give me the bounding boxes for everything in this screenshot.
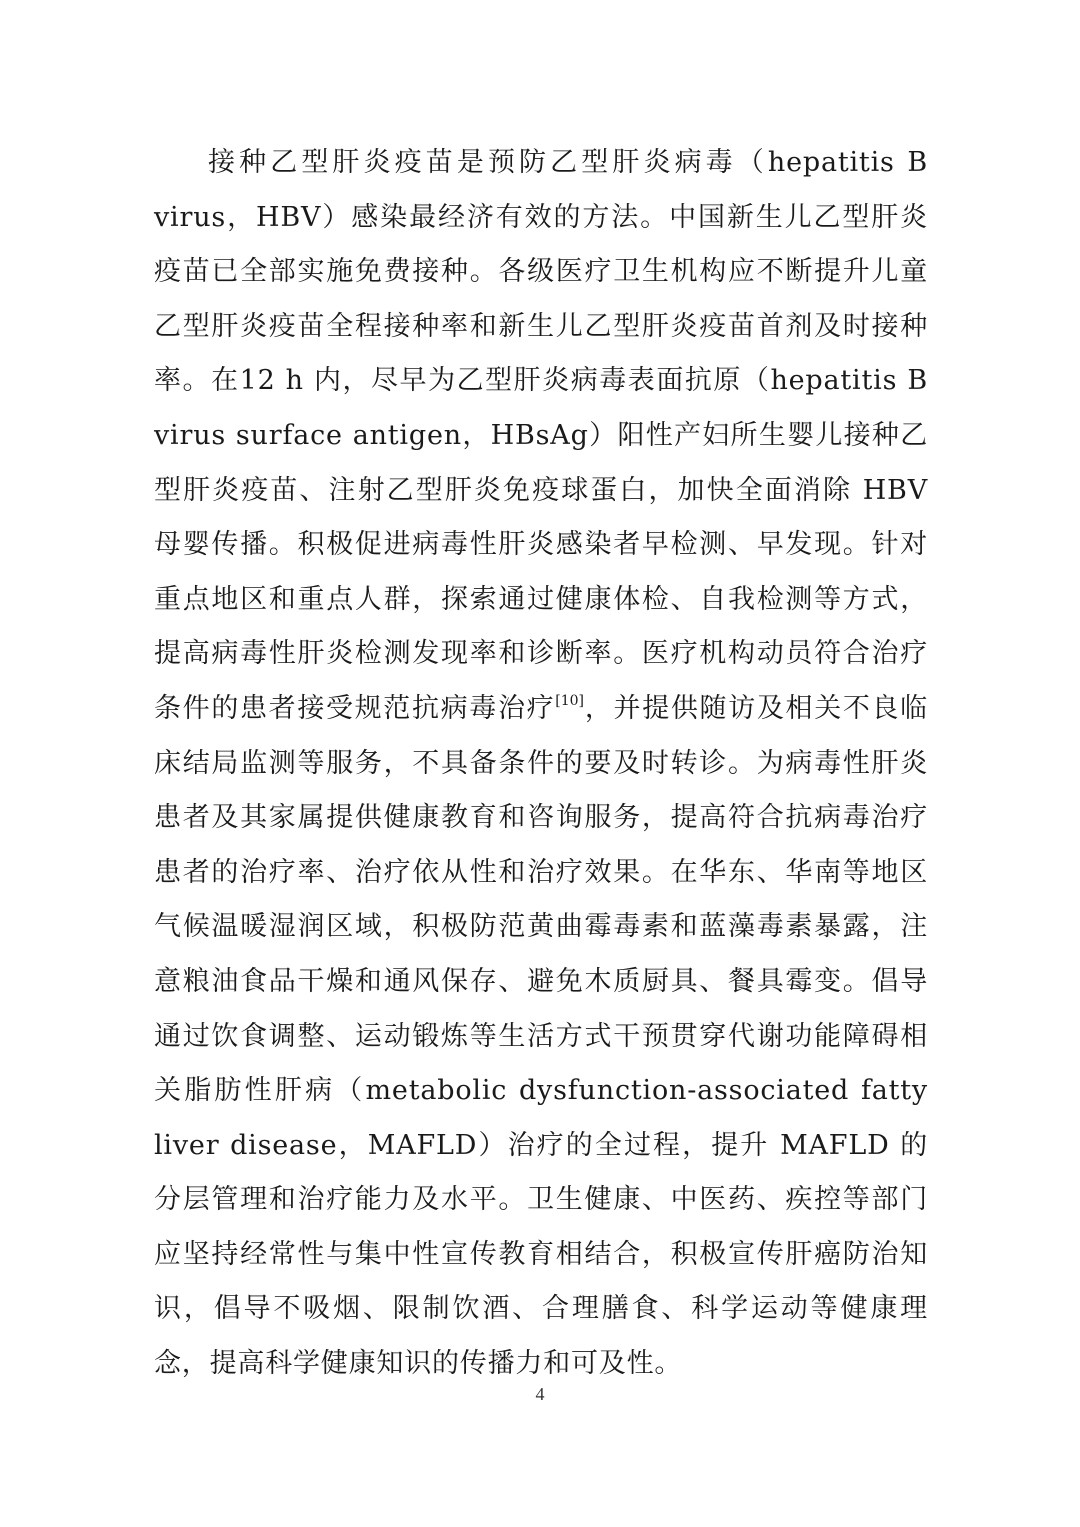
paragraph-text-part-1: 接种乙型肝炎疫苗是预防乙型肝炎病毒（hepatitis B virus，HBV）感染最经济有效的方法。中国新生儿乙型肝炎疫苗已全部实施免费接种。各级医疗卫生机构应不断提升儿童乙型肝炎疫苗全程接种率和新生儿乙型肝炎疫苗首剂及时接种率。在12 h 内，尽早为乙型肝炎病毒表面抗原（hepatitis B virus surface antigen，HBsAg）阳性产妇所生婴儿接种乙型肝炎疫苗、注射乙型肝炎免疫球蛋白，加快全面消除 HBV 母婴传播。积极促进病毒性肝炎感染者早检测、早发现。针对重点地区和重点人群，探索通过健康体检、自我检测等方式，提高病毒性肝炎检测发现率和诊断率。医疗机构动员符合治疗条件的患者接受规范抗病毒治疗 — [154, 147, 928, 724]
paragraph-text-part-2: ，并提供随访及相关不良临床结局监测等服务，不具备条件的要及时转诊。为病毒性肝炎患者及其家属提供健康教育和咨询服务，提高符合抗病毒治疗患者的治疗率、治疗依从性和治疗效果。在华东、华南等地区气候温暖湿润区域，积极防范黄曲霉毒素和蓝藻毒素暴露，注意粮油食品干燥和通风保存、避免木质厨具、餐具霉变。倡导通过饮食调整、运动锻炼等生活方式干预贯穿代谢功能障碍相关脂肪性肝病（metabolic dysfunction-associated fatty liver disease，MAFLD）治疗的全过程，提升 MAFLD 的分层管理和治疗能力及水平。卫生健康、中医药、疾控等部门应坚持经常性与集中性宣传教育相结合，积极宣传肝癌防治知识，倡导不吸烟、限制饮酒、合理膳食、科学运动等健康理念，提高科学健康知识的传播力和可及性。 — [154, 692, 928, 1380]
citation-reference: [10] — [555, 692, 585, 709]
body-paragraph — [154, 136, 928, 1392]
page-number: 4 — [535, 1384, 545, 1404]
